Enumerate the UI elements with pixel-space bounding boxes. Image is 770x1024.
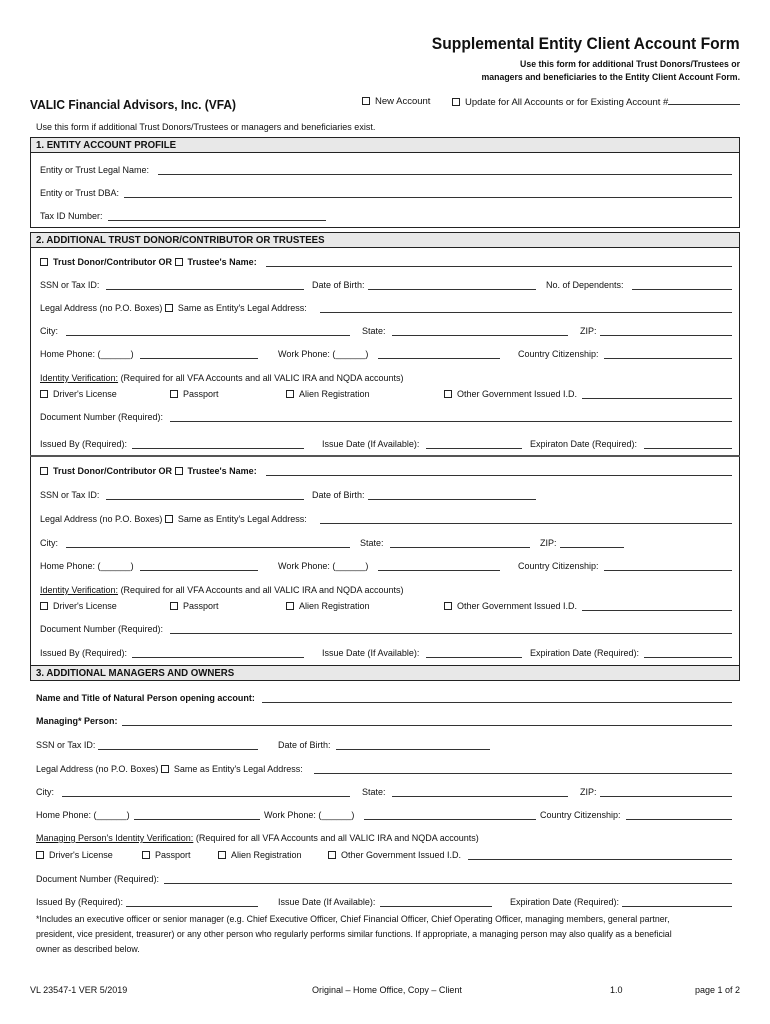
dba-field[interactable]: [124, 188, 732, 198]
checkbox[interactable]: [175, 258, 183, 266]
ssn-field[interactable]: [98, 740, 258, 750]
checkbox[interactable]: [40, 258, 48, 266]
zip-field[interactable]: [600, 326, 732, 336]
city-field[interactable]: [66, 538, 350, 548]
update-account-option[interactable]: Update for All Accounts or for Existing Account #: [452, 96, 740, 108]
checkbox[interactable]: [175, 467, 183, 475]
city-label: City:: [40, 538, 58, 548]
doc-number-field[interactable]: [170, 412, 732, 422]
zip-label: ZIP:: [580, 787, 597, 797]
passport-option[interactable]: Passport: [170, 601, 219, 611]
issue-date-label: Issue Date (If Available):: [278, 897, 376, 907]
city-label: City:: [36, 787, 54, 797]
managing-idv-label: Managing Person's Identity Verification: (Required for all VFA Accounts and all VALIC IRA and NQDA accounts): [36, 833, 479, 843]
issued-by-field[interactable]: [126, 897, 258, 907]
issue-date-field[interactable]: [426, 439, 522, 449]
section-2-header: 2. ADDITIONAL TRUST DONOR/CONTRIBUTOR OR TRUSTEES: [30, 232, 740, 248]
checkbox[interactable]: [452, 98, 460, 106]
drivers-license-option[interactable]: Driver's License: [40, 601, 117, 611]
form-version: 1.0: [610, 985, 623, 995]
ssn-field[interactable]: [106, 280, 304, 290]
other-id-field[interactable]: [582, 601, 732, 611]
issued-by-label: Issued By (Required):: [40, 439, 128, 449]
work-phone-label: Work Phone: (______): [264, 810, 355, 820]
trustee-name-field[interactable]: [266, 466, 732, 476]
donor-trustee-label: Trust Donor/Contributor OR Trustee's Name:: [40, 257, 257, 267]
home-phone-label: Home Phone: (______): [40, 561, 134, 571]
alien-registration-option[interactable]: Alien Registration: [286, 389, 370, 399]
dob-label: Date of Birth:: [278, 740, 331, 750]
doc-number-label: Document Number (Required):: [36, 874, 160, 884]
zip-label: ZIP:: [540, 538, 557, 548]
doc-number-field[interactable]: [170, 624, 732, 634]
checkbox[interactable]: [218, 851, 226, 859]
checkbox[interactable]: [286, 602, 294, 610]
ssn-label: SSN or Tax ID:: [40, 490, 100, 500]
state-field[interactable]: [392, 326, 568, 336]
trustee-name-field[interactable]: [266, 257, 732, 267]
checkbox[interactable]: [444, 390, 452, 398]
checkbox[interactable]: [40, 390, 48, 398]
expiration-label: Expiration Date (Required):: [510, 897, 620, 907]
name-title-field[interactable]: [262, 693, 732, 703]
issued-by-label: Issued By (Required):: [36, 897, 124, 907]
work-phone-field[interactable]: [378, 561, 500, 571]
ssn-label: SSN or Tax ID:: [36, 740, 96, 750]
ssn-label: SSN or Tax ID:: [40, 280, 100, 290]
home-phone-label: Home Phone: (______): [36, 810, 130, 820]
checkbox[interactable]: [165, 515, 173, 523]
work-phone-label: Work Phone: (______): [278, 349, 369, 359]
citizenship-label: Country Citizenship:: [518, 561, 599, 571]
idv-label: Identity Verification: (Required for all VFA Accounts and all VALIC IRA and NQDA accounts): [40, 373, 404, 383]
dba-label: Entity or Trust DBA:: [40, 188, 120, 198]
other-id-option[interactable]: Other Government Issued I.D.: [328, 850, 461, 860]
work-phone-label: Work Phone: (______): [278, 561, 369, 571]
citizenship-field[interactable]: [626, 810, 732, 820]
alien-registration-option[interactable]: Alien Registration: [218, 850, 302, 860]
citizenship-label: Country Citizenship:: [540, 810, 621, 820]
checkbox[interactable]: [328, 851, 336, 859]
drivers-license-option[interactable]: Driver's License: [40, 389, 117, 399]
expiration-label: Expiraton Date (Required):: [530, 439, 638, 449]
checkbox[interactable]: [170, 602, 178, 610]
issue-date-label: Issue Date (If Available):: [322, 648, 420, 658]
home-phone-field[interactable]: [140, 561, 258, 571]
city-field[interactable]: [66, 326, 350, 336]
expiration-field[interactable]: [622, 897, 732, 907]
zip-field[interactable]: [600, 787, 732, 797]
section-1-header: 1. ENTITY ACCOUNT PROFILE: [30, 137, 740, 153]
managing-person-label: Managing* Person:: [36, 716, 118, 726]
legal-address-label: Legal Address (no P.O. Boxes) Same as Entity's Legal Address:: [36, 764, 303, 774]
other-id-field[interactable]: [582, 389, 732, 399]
checkbox[interactable]: [40, 602, 48, 610]
footnote-line-1: *Includes an executive officer or senior manager (e.g. Chief Executive Officer, Chief Financial Officer, Chief Operating Officer, managing members, general partner,: [36, 914, 670, 924]
checkbox[interactable]: [161, 765, 169, 773]
home-phone-field[interactable]: [140, 349, 258, 359]
checkbox[interactable]: [40, 467, 48, 475]
legal-address-label: Legal Address (no P.O. Boxes) Same as Entity's Legal Address:: [40, 514, 307, 524]
other-id-field[interactable]: [468, 850, 732, 860]
home-phone-label: Home Phone: (______): [40, 349, 134, 359]
name-title-label: Name and Title of Natural Person opening account:: [36, 693, 255, 703]
state-label: State:: [362, 326, 386, 336]
expiration-field[interactable]: [644, 648, 732, 658]
doc-number-label: Document Number (Required):: [40, 624, 164, 634]
checkbox[interactable]: [444, 602, 452, 610]
city-field[interactable]: [62, 787, 350, 797]
dob-field[interactable]: [368, 490, 536, 500]
expiration-field[interactable]: [644, 439, 732, 449]
dependents-field[interactable]: [632, 280, 732, 290]
legal-address-field[interactable]: [320, 303, 732, 313]
passport-option[interactable]: Passport: [170, 389, 219, 399]
zip-label: ZIP:: [580, 326, 597, 336]
citizenship-field[interactable]: [604, 561, 732, 571]
state-label: State:: [362, 787, 386, 797]
legal-name-label: Entity or Trust Legal Name:: [40, 165, 150, 175]
doc-number-label: Document Number (Required):: [40, 412, 164, 422]
city-label: City:: [40, 326, 58, 336]
new-account-option[interactable]: New Account: [362, 96, 430, 107]
legal-address-field[interactable]: [320, 514, 732, 524]
ssn-field[interactable]: [106, 490, 304, 500]
dob-label: Date of Birth:: [312, 280, 365, 290]
form-subtitle: Use this form for additional Trust Donors/Trustees or managers and beneficiaries to the Entity Client Account Form.: [481, 59, 740, 83]
footnote-line-2: president, vice president, treasurer) or any other person who regularly performs similar functions. If appropriate, a managing person may also qualify as a beneficial: [36, 929, 672, 939]
section-3-header: 3. ADDITIONAL MANAGERS AND OWNERS: [30, 665, 740, 681]
legal-address-field[interactable]: [314, 764, 732, 774]
company-name: VALIC Financial Advisors, Inc. (VFA): [30, 97, 237, 112]
citizenship-label: Country Citizenship:: [518, 349, 599, 359]
checkbox[interactable]: [142, 851, 150, 859]
issued-by-field[interactable]: [132, 439, 304, 449]
form-title: Supplemental Entity Client Account Form: [432, 34, 740, 53]
expiration-label: Expiration Date (Required):: [530, 648, 640, 658]
issue-date-field[interactable]: [426, 648, 522, 658]
page-number: page 1 of 2: [694, 985, 740, 995]
checkbox[interactable]: [165, 304, 173, 312]
donor-trustee-label: Trust Donor/Contributor OR Trustee's Name:: [40, 466, 257, 476]
checkbox[interactable]: [170, 390, 178, 398]
drivers-license-option[interactable]: Driver's License: [36, 850, 113, 860]
dob-label: Date of Birth:: [312, 490, 365, 500]
dob-field[interactable]: [336, 740, 490, 750]
account-number-field[interactable]: [668, 96, 740, 105]
checkbox[interactable]: [286, 390, 294, 398]
person-divider: [30, 455, 740, 457]
issued-by-label: Issued By (Required):: [40, 648, 128, 658]
tax-id-label: Tax ID Number:: [40, 211, 103, 221]
form-id: VL 23547-1 VER 5/2019: [30, 985, 128, 995]
passport-option[interactable]: Passport: [142, 850, 191, 860]
tax-id-field[interactable]: [108, 211, 326, 221]
copy-distribution: Original – Home Office, Copy – Client: [312, 985, 462, 995]
managing-person-field[interactable]: [122, 716, 732, 726]
work-phone-field[interactable]: [378, 349, 500, 359]
issue-date-label: Issue Date (If Available):: [322, 439, 420, 449]
checkbox[interactable]: [36, 851, 44, 859]
zip-field[interactable]: [560, 538, 624, 548]
home-phone-field[interactable]: [134, 810, 260, 820]
issued-by-field[interactable]: [132, 648, 304, 658]
work-phone-field[interactable]: [364, 810, 536, 820]
instruction-text: Use this form if additional Trust Donors/Trustees or managers and beneficiaries exist.: [36, 122, 376, 132]
other-id-option[interactable]: Other Government Issued I.D.: [444, 601, 577, 611]
alien-registration-option[interactable]: Alien Registration: [286, 601, 370, 611]
legal-name-field[interactable]: [158, 165, 732, 175]
idv-label: Identity Verification: (Required for all VFA Accounts and all VALIC IRA and NQDA accounts): [40, 585, 404, 595]
issue-date-field[interactable]: [380, 897, 492, 907]
state-field[interactable]: [392, 787, 568, 797]
legal-address-label: Legal Address (no P.O. Boxes) Same as Entity's Legal Address:: [40, 303, 307, 313]
state-field[interactable]: [390, 538, 530, 548]
footnote-line-3: owner as described below.: [36, 944, 140, 954]
dependents-label: No. of Dependents:: [546, 280, 624, 290]
other-id-option[interactable]: Other Government Issued I.D.: [444, 389, 577, 399]
checkbox[interactable]: [362, 97, 370, 105]
doc-number-field[interactable]: [164, 874, 732, 884]
citizenship-field[interactable]: [604, 349, 732, 359]
state-label: State:: [360, 538, 384, 548]
dob-field[interactable]: [368, 280, 536, 290]
